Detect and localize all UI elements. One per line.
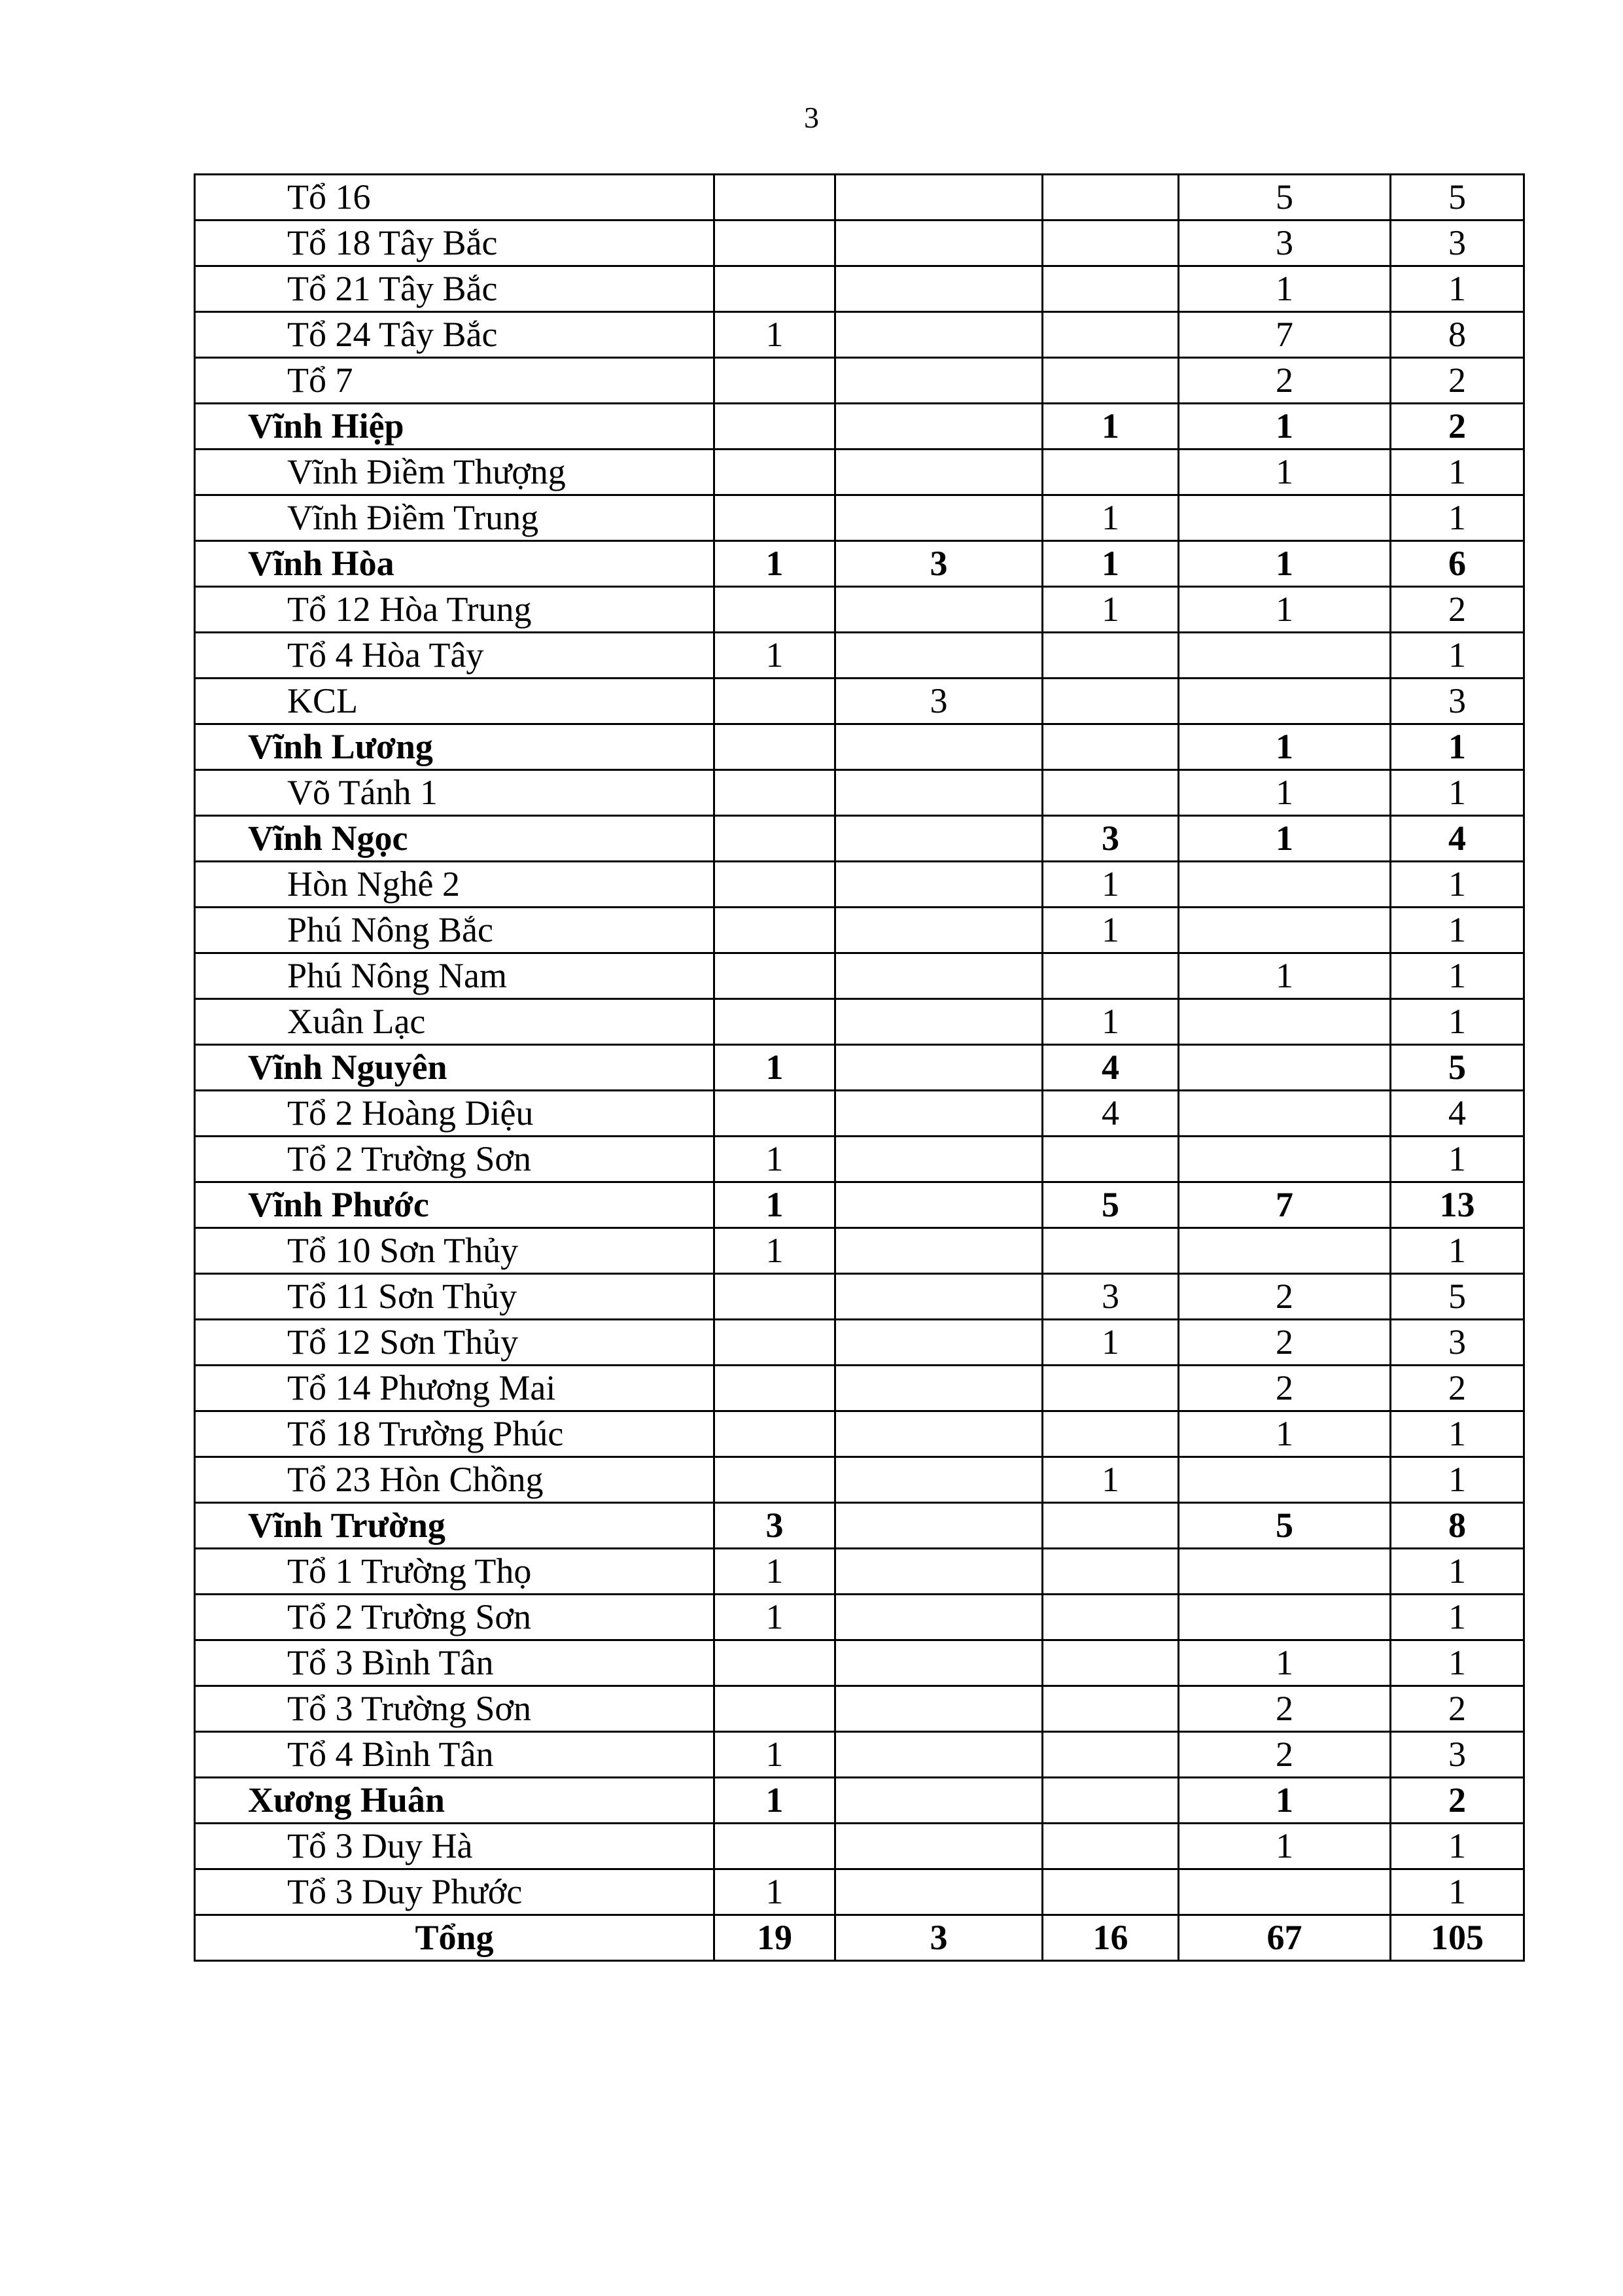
cell-col-1: 1 — [714, 1732, 835, 1778]
table-row — [195, 1274, 1524, 1320]
cell-col-4: 2 — [1179, 1686, 1391, 1732]
cell-col-2 — [835, 175, 1043, 221]
cell-col-4: 1 — [1179, 816, 1391, 862]
cell-col-1: 1 — [714, 1549, 835, 1595]
cell-col-2 — [835, 770, 1043, 816]
table-row — [195, 953, 1524, 999]
cell-col-1 — [714, 1686, 835, 1732]
cell-col-1 — [714, 1640, 835, 1686]
cell-total: 1 — [1391, 1549, 1524, 1595]
group-row — [195, 1182, 1524, 1228]
cell-col-3: 3 — [1043, 1274, 1179, 1320]
cell-total: 5 — [1391, 1045, 1524, 1091]
cell-col-1 — [714, 1274, 835, 1320]
cell-col-4 — [1179, 495, 1391, 541]
cell-col-4: 1 — [1179, 541, 1391, 587]
cell-name: Tổ 16 — [195, 175, 714, 221]
cell-total: 4 — [1391, 1091, 1524, 1137]
cell-total: 8 — [1391, 1503, 1524, 1549]
cell-name: Tổ 1 Trường Thọ — [195, 1549, 714, 1595]
cell-col-3 — [1043, 1411, 1179, 1457]
cell-col-4: 1 — [1179, 1411, 1391, 1457]
cell-col-1 — [714, 724, 835, 770]
cell-col-3 — [1043, 1732, 1179, 1778]
cell-col-1: 1 — [714, 1595, 835, 1640]
cell-col-2 — [835, 1137, 1043, 1182]
cell-col-2 — [835, 1869, 1043, 1915]
cell-col-2 — [835, 495, 1043, 541]
cell-name: Tổ 12 Sơn Thủy — [195, 1320, 714, 1366]
cell-col-1 — [714, 358, 835, 404]
cell-col-1: 1 — [714, 1228, 835, 1274]
cell-col-4: 1 — [1179, 450, 1391, 495]
cell-col-1: 1 — [714, 1137, 835, 1182]
table-row — [195, 1732, 1524, 1778]
table-row — [195, 1137, 1524, 1182]
cell-col-4: 1 — [1179, 724, 1391, 770]
cell-col-1 — [714, 495, 835, 541]
table-row — [195, 1686, 1524, 1732]
cell-col-4: 5 — [1179, 175, 1391, 221]
table-row — [195, 587, 1524, 633]
cell-total: 1 — [1391, 953, 1524, 999]
cell-col-3: 1 — [1043, 404, 1179, 450]
cell-col-3: 1 — [1043, 495, 1179, 541]
cell-total: 1 — [1391, 908, 1524, 953]
cell-col-3: 1 — [1043, 908, 1179, 953]
cell-col-3 — [1043, 633, 1179, 679]
group-row — [195, 816, 1524, 862]
cell-col-4: 2 — [1179, 358, 1391, 404]
cell-total: 5 — [1391, 175, 1524, 221]
cell-name: Tổ 2 Trường Sơn — [195, 1137, 714, 1182]
cell-col-1: 1 — [714, 1045, 835, 1091]
cell-col-4: 67 — [1179, 1915, 1391, 1961]
group-row — [195, 404, 1524, 450]
total-row — [195, 1915, 1524, 1961]
cell-col-4 — [1179, 1595, 1391, 1640]
cell-col-2 — [835, 266, 1043, 312]
cell-total: 1 — [1391, 999, 1524, 1045]
cell-col-1: 1 — [714, 1182, 835, 1228]
cell-col-2 — [835, 1549, 1043, 1595]
cell-name: Tổ 14 Phương Mai — [195, 1366, 714, 1411]
cell-col-4 — [1179, 633, 1391, 679]
cell-col-2 — [835, 1274, 1043, 1320]
table-row — [195, 1640, 1524, 1686]
cell-total: 1 — [1391, 1824, 1524, 1869]
cell-col-3: 1 — [1043, 587, 1179, 633]
cell-name: Võ Tánh 1 — [195, 770, 714, 816]
cell-name: Vĩnh Hòa — [195, 541, 714, 587]
cell-col-2 — [835, 862, 1043, 908]
table-row — [195, 1228, 1524, 1274]
cell-col-3: 1 — [1043, 541, 1179, 587]
cell-total: 2 — [1391, 358, 1524, 404]
cell-col-1: 19 — [714, 1915, 835, 1961]
cell-col-2 — [835, 1503, 1043, 1549]
cell-name: Vĩnh Hiệp — [195, 404, 714, 450]
cell-col-3 — [1043, 770, 1179, 816]
cell-col-2 — [835, 1091, 1043, 1137]
cell-col-1 — [714, 404, 835, 450]
cell-col-3 — [1043, 312, 1179, 358]
cell-total: 2 — [1391, 1366, 1524, 1411]
cell-name: Tổ 18 Trường Phúc — [195, 1411, 714, 1457]
cell-total: 8 — [1391, 312, 1524, 358]
cell-name: Tổ 3 Duy Phước — [195, 1869, 714, 1915]
cell-col-2 — [835, 1686, 1043, 1732]
cell-total: 1 — [1391, 633, 1524, 679]
cell-col-2 — [835, 999, 1043, 1045]
group-row — [195, 1503, 1524, 1549]
cell-col-3 — [1043, 953, 1179, 999]
cell-col-4: 2 — [1179, 1366, 1391, 1411]
cell-col-1: 1 — [714, 312, 835, 358]
cell-col-4: 5 — [1179, 1503, 1391, 1549]
cell-col-1 — [714, 908, 835, 953]
cell-col-2 — [835, 908, 1043, 953]
cell-total: 1 — [1391, 266, 1524, 312]
cell-total: 6 — [1391, 541, 1524, 587]
table-row — [195, 1824, 1524, 1869]
cell-col-3 — [1043, 1228, 1179, 1274]
cell-col-1 — [714, 221, 835, 266]
cell-col-3 — [1043, 358, 1179, 404]
cell-col-4 — [1179, 1091, 1391, 1137]
cell-total: 1 — [1391, 495, 1524, 541]
table-row — [195, 770, 1524, 816]
cell-total: 1 — [1391, 862, 1524, 908]
cell-col-4 — [1179, 1137, 1391, 1182]
table-row — [195, 312, 1524, 358]
cell-col-4 — [1179, 679, 1391, 724]
cell-total: 13 — [1391, 1182, 1524, 1228]
cell-total: 1 — [1391, 724, 1524, 770]
cell-col-2 — [835, 221, 1043, 266]
cell-total: 105 — [1391, 1915, 1524, 1961]
cell-col-2 — [835, 358, 1043, 404]
cell-total: 3 — [1391, 679, 1524, 724]
cell-col-1 — [714, 266, 835, 312]
table-body — [195, 175, 1524, 1961]
cell-col-3 — [1043, 1869, 1179, 1915]
page-number: 3 — [804, 101, 819, 134]
cell-col-4 — [1179, 1869, 1391, 1915]
cell-col-4 — [1179, 1045, 1391, 1091]
cell-name: Tổ 4 Bình Tân — [195, 1732, 714, 1778]
table-row — [195, 495, 1524, 541]
cell-col-4: 3 — [1179, 221, 1391, 266]
cell-col-4 — [1179, 862, 1391, 908]
cell-total: 1 — [1391, 1457, 1524, 1503]
cell-col-4 — [1179, 1228, 1391, 1274]
cell-total: 5 — [1391, 1274, 1524, 1320]
cell-col-3: 1 — [1043, 1320, 1179, 1366]
cell-name: Vĩnh Phước — [195, 1182, 714, 1228]
cell-col-3: 4 — [1043, 1091, 1179, 1137]
cell-col-1 — [714, 679, 835, 724]
cell-name: Vĩnh Ngọc — [195, 816, 714, 862]
cell-col-2 — [835, 450, 1043, 495]
table-row — [195, 1549, 1524, 1595]
cell-col-2 — [835, 633, 1043, 679]
cell-name: Tổ 2 Hoàng Diệu — [195, 1091, 714, 1137]
cell-col-2 — [835, 816, 1043, 862]
cell-col-2 — [835, 1640, 1043, 1686]
cell-col-2: 3 — [835, 541, 1043, 587]
cell-col-1 — [714, 175, 835, 221]
table-row — [195, 1320, 1524, 1366]
cell-col-3 — [1043, 1778, 1179, 1824]
cell-col-1: 3 — [714, 1503, 835, 1549]
cell-col-2 — [835, 1595, 1043, 1640]
cell-col-3: 1 — [1043, 1457, 1179, 1503]
cell-total: 3 — [1391, 1732, 1524, 1778]
cell-col-3: 3 — [1043, 816, 1179, 862]
cell-col-3 — [1043, 221, 1179, 266]
cell-col-2: 3 — [835, 1915, 1043, 1961]
cell-total: 2 — [1391, 1686, 1524, 1732]
cell-total: 3 — [1391, 1320, 1524, 1366]
cell-col-2 — [835, 1824, 1043, 1869]
cell-col-2 — [835, 1457, 1043, 1503]
cell-col-4 — [1179, 1549, 1391, 1595]
cell-total: 1 — [1391, 1640, 1524, 1686]
cell-col-2 — [835, 1732, 1043, 1778]
cell-name: Hòn Nghê 2 — [195, 862, 714, 908]
cell-total: 3 — [1391, 221, 1524, 266]
table-row — [195, 633, 1524, 679]
cell-col-1 — [714, 1411, 835, 1457]
group-row — [195, 1778, 1524, 1824]
cell-col-2 — [835, 953, 1043, 999]
cell-name: Tổ 4 Hòa Tây — [195, 633, 714, 679]
table-row — [195, 908, 1524, 953]
cell-name: KCL — [195, 679, 714, 724]
cell-col-1 — [714, 1091, 835, 1137]
cell-col-2 — [835, 587, 1043, 633]
table-row — [195, 221, 1524, 266]
table-row — [195, 1411, 1524, 1457]
cell-name: Xương Huân — [195, 1778, 714, 1824]
table-row — [195, 175, 1524, 221]
cell-col-4: 2 — [1179, 1732, 1391, 1778]
cell-col-3: 5 — [1043, 1182, 1179, 1228]
table-row — [195, 358, 1524, 404]
cell-col-4 — [1179, 908, 1391, 953]
cell-name: Tổ 23 Hòn Chồng — [195, 1457, 714, 1503]
cell-col-1 — [714, 1457, 835, 1503]
cell-col-3 — [1043, 1824, 1179, 1869]
cell-total: 1 — [1391, 1137, 1524, 1182]
table-row — [195, 862, 1524, 908]
cell-col-1 — [714, 450, 835, 495]
cell-total: 1 — [1391, 770, 1524, 816]
cell-col-2 — [835, 1320, 1043, 1366]
table-row — [195, 1595, 1524, 1640]
cell-col-2 — [835, 1228, 1043, 1274]
table-row — [195, 266, 1524, 312]
cell-name: Vĩnh Nguyên — [195, 1045, 714, 1091]
cell-col-3: 4 — [1043, 1045, 1179, 1091]
cell-col-1 — [714, 1366, 835, 1411]
cell-col-4: 1 — [1179, 770, 1391, 816]
cell-col-4: 1 — [1179, 953, 1391, 999]
cell-col-2 — [835, 1778, 1043, 1824]
cell-name: Phú Nông Bắc — [195, 908, 714, 953]
cell-name: Tổ 18 Tây Bắc — [195, 221, 714, 266]
group-row — [195, 541, 1524, 587]
cell-total: 1 — [1391, 1595, 1524, 1640]
cell-col-1 — [714, 953, 835, 999]
cell-col-1 — [714, 587, 835, 633]
cell-name: Tổ 10 Sơn Thủy — [195, 1228, 714, 1274]
cell-col-4: 1 — [1179, 587, 1391, 633]
group-row — [195, 724, 1524, 770]
cell-col-1 — [714, 770, 835, 816]
cell-name: Tổ 11 Sơn Thủy — [195, 1274, 714, 1320]
cell-total: 1 — [1391, 450, 1524, 495]
cell-name: Vĩnh Lương — [195, 724, 714, 770]
cell-col-3 — [1043, 1549, 1179, 1595]
cell-col-2 — [835, 404, 1043, 450]
cell-name: Tổng — [195, 1915, 714, 1961]
cell-total: 4 — [1391, 816, 1524, 862]
cell-col-3: 1 — [1043, 862, 1179, 908]
cell-name: Tổ 3 Trường Sơn — [195, 1686, 714, 1732]
cell-name: Xuân Lạc — [195, 999, 714, 1045]
cell-col-3 — [1043, 1137, 1179, 1182]
cell-name: Tổ 3 Duy Hà — [195, 1824, 714, 1869]
cell-name: Tổ 7 — [195, 358, 714, 404]
cell-total: 2 — [1391, 404, 1524, 450]
table-row — [195, 450, 1524, 495]
cell-col-3 — [1043, 1503, 1179, 1549]
cell-col-4: 7 — [1179, 1182, 1391, 1228]
cell-col-1 — [714, 862, 835, 908]
cell-name: Tổ 2 Trường Sơn — [195, 1595, 714, 1640]
cell-col-3 — [1043, 175, 1179, 221]
cell-name: Vĩnh Điềm Trung — [195, 495, 714, 541]
cell-col-1: 1 — [714, 1869, 835, 1915]
cell-col-3: 1 — [1043, 999, 1179, 1045]
cell-col-2: 3 — [835, 679, 1043, 724]
cell-col-4: 1 — [1179, 1778, 1391, 1824]
cell-name: Tổ 21 Tây Bắc — [195, 266, 714, 312]
cell-col-3 — [1043, 679, 1179, 724]
table-row — [195, 1457, 1524, 1503]
cell-col-3 — [1043, 266, 1179, 312]
cell-name: Vĩnh Điềm Thượng — [195, 450, 714, 495]
cell-col-1: 1 — [714, 1778, 835, 1824]
cell-name: Phú Nông Nam — [195, 953, 714, 999]
cell-total: 1 — [1391, 1411, 1524, 1457]
cell-col-3 — [1043, 724, 1179, 770]
cell-col-3: 16 — [1043, 1915, 1179, 1961]
table-row — [195, 679, 1524, 724]
table-row — [195, 1091, 1524, 1137]
cell-col-4: 7 — [1179, 312, 1391, 358]
cell-col-3 — [1043, 450, 1179, 495]
cell-col-3 — [1043, 1366, 1179, 1411]
cell-col-1 — [714, 999, 835, 1045]
cell-col-4: 1 — [1179, 1640, 1391, 1686]
cell-col-2 — [835, 1411, 1043, 1457]
cell-col-4: 1 — [1179, 1824, 1391, 1869]
cell-col-4 — [1179, 999, 1391, 1045]
cell-col-1: 1 — [714, 633, 835, 679]
cell-col-1 — [714, 1824, 835, 1869]
cell-col-3 — [1043, 1595, 1179, 1640]
cell-col-3 — [1043, 1640, 1179, 1686]
cell-col-4: 2 — [1179, 1274, 1391, 1320]
table-row — [195, 1366, 1524, 1411]
group-row — [195, 1045, 1524, 1091]
cell-col-1 — [714, 816, 835, 862]
cell-total: 2 — [1391, 1778, 1524, 1824]
cell-col-2 — [835, 1366, 1043, 1411]
cell-col-2 — [835, 1045, 1043, 1091]
cell-col-1 — [714, 1320, 835, 1366]
cell-col-4: 2 — [1179, 1320, 1391, 1366]
cell-col-1: 1 — [714, 541, 835, 587]
cell-name: Tổ 12 Hòa Trung — [195, 587, 714, 633]
cell-col-4: 1 — [1179, 266, 1391, 312]
cell-name: Vĩnh Trường — [195, 1503, 714, 1549]
statistics-table — [194, 173, 1525, 1962]
table-row — [195, 999, 1524, 1045]
cell-col-2 — [835, 1182, 1043, 1228]
table-row — [195, 1869, 1524, 1915]
cell-total: 1 — [1391, 1869, 1524, 1915]
cell-col-4: 1 — [1179, 404, 1391, 450]
cell-col-2 — [835, 312, 1043, 358]
cell-name: Tổ 24 Tây Bắc — [195, 312, 714, 358]
cell-total: 2 — [1391, 587, 1524, 633]
cell-name: Tổ 3 Bình Tân — [195, 1640, 714, 1686]
cell-col-3 — [1043, 1686, 1179, 1732]
cell-total: 1 — [1391, 1228, 1524, 1274]
cell-col-4 — [1179, 1457, 1391, 1503]
cell-col-2 — [835, 724, 1043, 770]
